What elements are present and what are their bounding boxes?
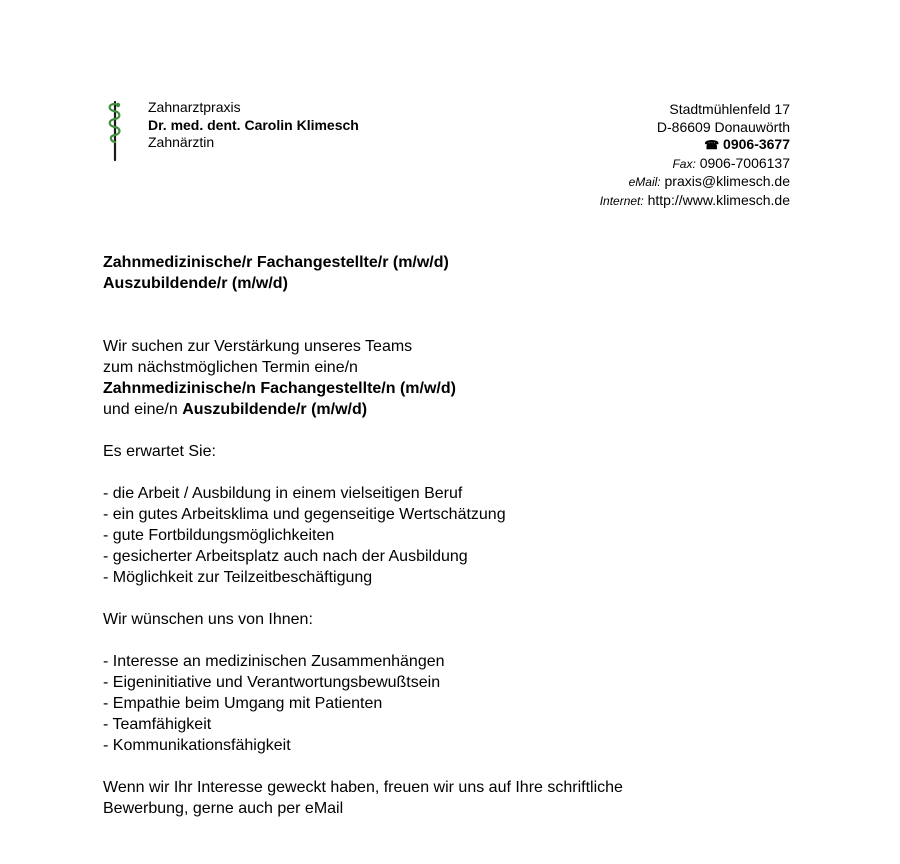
internet-line: [600, 192, 790, 211]
intro-line-4-prefix: und eine/n: [103, 401, 183, 418]
wish-item: - Empathie beim Umgang mit Patienten: [103, 695, 383, 712]
fax-number: 0906-7006137: [699, 154, 790, 171]
closing-line-2: Bewerbung, gerne auch per eMail: [103, 800, 344, 817]
practice-header: [148, 99, 359, 152]
street: Stadtmühlenfeld 17: [669, 101, 790, 117]
offer-item: - die Arbeit / Ausbildung in einem vielseitigen Beruf: [103, 485, 463, 502]
profession: Zahnärztin: [148, 134, 215, 150]
closing-line-1: Wenn wir Ihr Interesse geweckt haben, freuen wir uns auf Ihre schriftliche: [103, 779, 623, 796]
internet-label: Internet:: [599, 193, 644, 208]
contact-block: [600, 101, 790, 211]
telephone-icon: ☎: [704, 138, 720, 153]
email-line: [600, 173, 790, 192]
wish-item: - Teamfähigkeit: [103, 716, 212, 733]
email-address[interactable]: praxis@klimesch.de: [664, 173, 790, 190]
intro-line-4: [103, 399, 803, 420]
wish-item: - Interesse an medizinischen Zusammenhängen: [103, 653, 445, 670]
job-title-line-1: Zahnmedizinische/r Fachangestellte/r (m/w/d): [103, 254, 449, 271]
intro-line-2: zum nächstmöglichen Termin eine/n: [103, 359, 358, 376]
city: D-86609 Donauwörth: [656, 118, 790, 135]
intro-line-4-bold: Auszubildende/r (m/w/d): [182, 401, 368, 418]
phone-number: 0906-3677: [723, 136, 790, 153]
offer-item: - Möglichkeit zur Teilzeitbeschäftigung: [103, 569, 373, 586]
offer-item: - gute Fortbildungsmöglichkeiten: [103, 527, 335, 544]
intro-line-3: Zahnmedizinische/n Fachangestellte/n (m/w/d): [103, 380, 456, 397]
practice-type: Zahnarztpraxis: [148, 99, 241, 115]
wish-item: - Eigeninitiative und Verantwortungsbewußtsein: [103, 674, 441, 691]
offer-heading: Es erwartet Sie:: [103, 443, 216, 460]
doctor-name: Dr. med. dent. Carolin Klimesch: [148, 116, 359, 133]
wish-item: - Kommunikationsfähigkeit: [103, 737, 291, 754]
job-title-line-2: Auszubildende/r (m/w/d): [103, 275, 288, 292]
intro-line-1: Wir suchen zur Verstärkung unseres Teams: [103, 338, 413, 355]
offer-item: - ein gutes Arbeitsklima und gegenseitige Wertschätzung: [103, 506, 506, 523]
job-description: [103, 336, 803, 819]
offer-item: - gesicherter Arbeitsplatz auch nach der Ausbildung: [103, 548, 468, 565]
wishes-heading: Wir wünschen uns von Ihnen:: [103, 611, 313, 628]
fax-line: [600, 155, 790, 174]
rod-of-asclepius-icon: [104, 100, 126, 162]
phone-line: [600, 136, 790, 155]
fax-label: Fax:: [672, 156, 696, 171]
job-title: [103, 252, 449, 294]
email-label: eMail:: [628, 175, 661, 190]
website-url[interactable]: http://www.klimesch.de: [647, 191, 790, 208]
